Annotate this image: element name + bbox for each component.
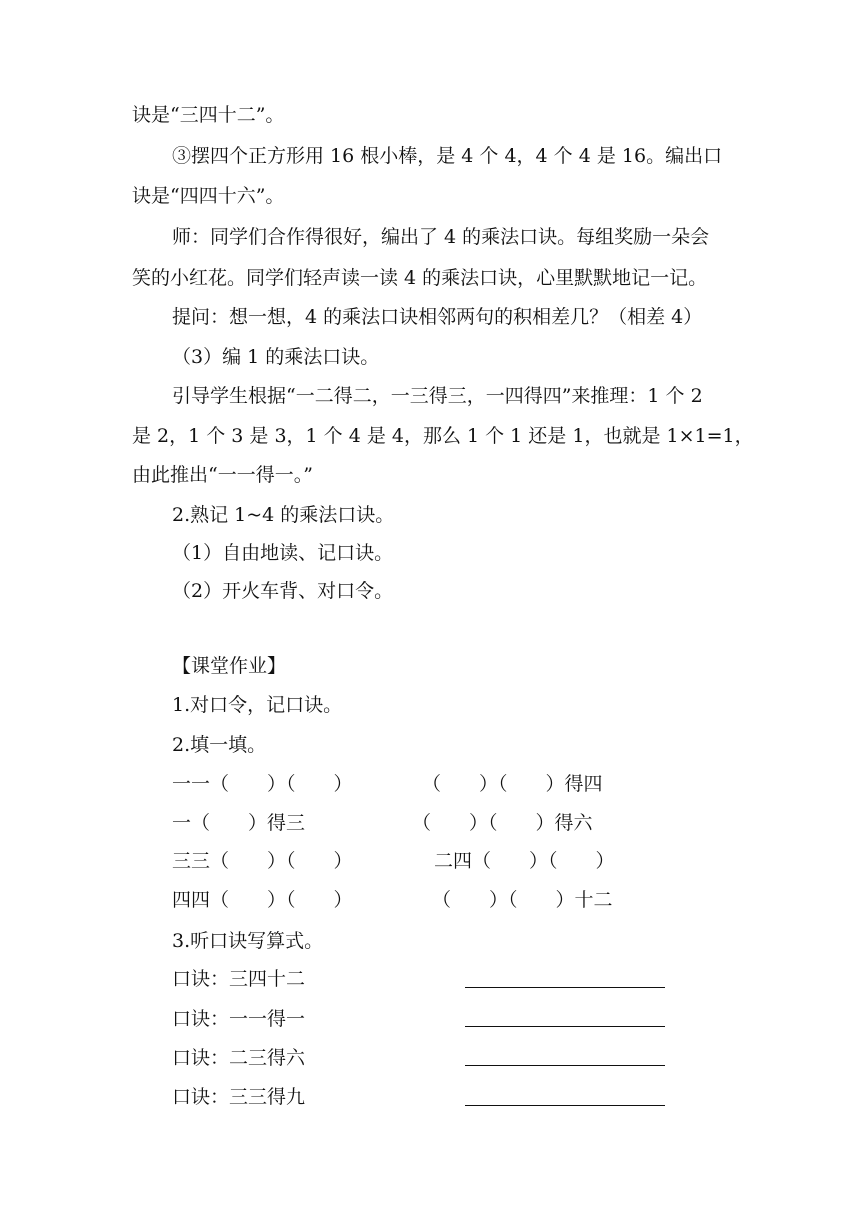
answer-line[interactable]	[465, 1065, 665, 1066]
paragraph-text: （2）开火车背、对口令。	[172, 580, 394, 602]
question-text: 1.对口令，记口诀。	[172, 694, 343, 716]
paragraph-text: 诀是“四四十六”。	[132, 185, 285, 207]
fill-left: 四四（ ）（ ）	[172, 889, 353, 911]
answer-line[interactable]	[465, 1105, 665, 1106]
paragraph-text: 师：同学们合作得很好，编出了 4 的乘法口诀。每组奖励一朵会	[172, 226, 710, 248]
paragraph-text: 笑的小红花。同学们轻声读一读 4 的乘法口诀，心里默默地记一记。	[132, 267, 708, 289]
rhyme-label: 口诀：二三得六	[172, 1047, 306, 1069]
rhyme-label: 口诀：三四十二	[172, 968, 306, 990]
question-text: 3.听口诀写算式。	[172, 930, 324, 952]
fill-left: 一一（ ）（ ）	[172, 773, 353, 795]
fill-left: 三三（ ）（ ）	[172, 850, 353, 872]
rhyme-label: 口诀：一一得一	[172, 1008, 306, 1030]
rhyme-label: 口诀：三三得九	[172, 1086, 306, 1108]
paragraph-text: 引导学生根据“一二得二，一三得三，一四得四”来推理：1 个 2	[172, 385, 703, 407]
paragraph-text: 提问：想一想，4 的乘法口诀相邻两句的积相差几？（相差 4）	[172, 306, 703, 328]
paragraph-text: ③摆四个正方形用 16 根小棒，是 4 个 4，4 个 4 是 16。编出口	[172, 145, 723, 167]
paragraph-text: 由此推出“一一得一。”	[132, 464, 313, 486]
fill-right: （ ）（ ）得六	[412, 812, 593, 834]
paragraph-text: 是 2，1 个 3 是 3，1 个 4 是 4，那么 1 个 1 还是 1，也就是 1×1=1，	[132, 425, 754, 447]
fill-right: （ ）（ ）十二	[432, 889, 613, 911]
answer-line[interactable]	[465, 987, 665, 988]
paragraph-text: 2.熟记 1~4 的乘法口诀。	[172, 504, 395, 526]
question-text: 2.填一填。	[172, 734, 267, 756]
answer-line[interactable]	[465, 1026, 665, 1027]
fill-right: 二四（ ）（ ）	[434, 850, 615, 872]
paragraph-text: （3）编 1 的乘法口诀。	[172, 346, 380, 368]
section-heading: 【课堂作业】	[172, 655, 287, 677]
paragraph-text: （1）自由地读、记口诀。	[172, 542, 394, 564]
paragraph-text: 诀是“三四十二”。	[132, 104, 285, 126]
fill-right: （ ）（ ）得四	[422, 773, 603, 795]
fill-left: 一（ ）得三	[172, 812, 306, 834]
